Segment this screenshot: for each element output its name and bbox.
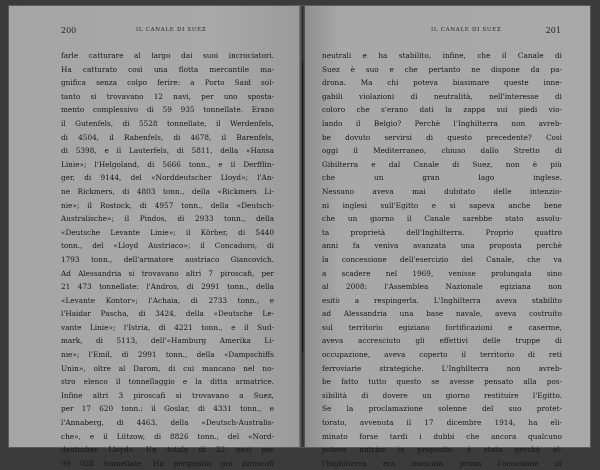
text-line: per 17 620 tonn.: il Goslar, di 4331 tonn., e [61,404,274,414]
text-line: aveva accresciuto gli effettivi delle truppe di [322,336,562,346]
text-line: minato forse tardi i dubbi che ancora qualcuno [322,431,562,441]
text-line: vante Linie»; l'Istria, di 4221 tonn., e il Sud- [61,322,274,332]
text-line: l'Haidar Pascha, di 3424, della «Deutsche Le- [61,309,274,319]
book-spread [8,5,591,468]
text-line: il Gutenfels, di 5528 tonnellate, il Werdenfels, [61,118,274,128]
text-line: occupazione, aveva coperto il territorio di reti [322,350,562,360]
text-line: ta proprietà dell'Inghilterra. Proprio quattro [322,227,562,237]
right-page-text [322,49,562,470]
text-line: stro elenco il tonnellaggio e la ditta armatrice. [61,377,274,387]
left-page [9,6,301,468]
text-line: «Deutsche Levante Linie»; il Körber, di 5440 [61,227,274,237]
text-line: esitò a respingerla. L'Inghilterra aveva stabilito [322,295,562,305]
text-line: mento complessivo di 59 935 tonnellate. Erano [61,105,274,115]
text-line: Ha catturato così una flotta mercantile ma- [61,64,274,74]
text-line: gnifica senza colpo ferire: a Porto Said sol- [61,78,274,88]
text-line: neutrali e ha stabilito, infine, che il Canale di [322,51,562,60]
text-line: che un giorno il Canale sarebbe stato assolu- [322,214,562,224]
text-line: lando il Belgio? Perchè l'Inghilterra non avreb- [322,118,562,128]
text-line: ne Rickmers, di 4803 tonn., della «Rickmers Li- [61,186,274,196]
text-line: sibilità di dovere un giorno restituire l'Egitto. [322,390,562,400]
text-line: oggi il Mediterraneo, chiuso dallo Stretto di [322,146,562,156]
text-line: farle catturare al largo dai suoi incrociatori. [61,51,274,60]
text-line: al 2008: l'Assemblea Nazionale egiziana non [322,282,562,292]
text-line: ferroviarie strategiche. L'Inghilterra non avreb- [322,363,562,373]
text-line: coloro che s'erano dati la zappa sui piedi vio- [322,105,562,115]
text-line: che», e il Lützow, di 8826 tonn., del «Nord- [61,431,274,441]
left-running-title: IL CANALE DI SUEZ [136,27,207,33]
text-line: anni fa veniva avanzata una proposta perchè [322,241,562,251]
text-line: di 4504, il Rabenfels, di 4678, il Barenfels, [61,132,274,142]
text-line: la concessione dell'esercizio del Canale, che va [322,254,562,264]
text-line: poteva nutrire in proposito, è stato perchè al- [322,445,562,455]
text-line: torato, avvenuta il 17 dicembre 1914, ha eli- [322,418,562,428]
text-line: gabili violazioni di neutralità, nell'interesse di [322,91,562,101]
left-page-text [61,49,274,470]
text-line: be dovuto servirsi di questo precedente? Così [322,132,562,142]
text-line: nie»; l'Emil, di 2991 tonn., della «Dampschiffs [61,350,274,360]
text-line: mark, di 5113, dell'«Hamburg Amerika Li- [61,336,274,346]
text-line: Linie»; l'Helgoland, di 5666 tonn., e il Derfflin- [61,159,274,169]
text-line: Gibilterra e dal Canale di Suez, non è più [322,159,562,169]
text-line: Nessuno aveva mai dubitato delle intenzio- [322,186,562,196]
text-line: Suez è suo e che pertanto ne dispone da pa- [322,64,562,74]
page-fold-line [302,62,303,352]
text-line: 99 028 tonnellate. Ha perquisito poi piroscafi [61,458,274,468]
text-line: Unin», oltre al Darom, di cui mancano nel no- [61,363,274,373]
text-line: tonn., del «Lloyd Austriaco»; il Concadoro, di [61,241,274,251]
text-line: l'Inghilterra era mancata prima l'occasione di [322,458,562,468]
text-line: Ad Alessandria si trovavano altri 7 piroscafi, per [61,268,274,278]
text-line: ger, di 9144, del «Norddeutscher Lloyd»; l'An- [61,173,274,183]
text-line: be fatto tutto questo se avesse pensato alla pos- [322,377,562,387]
text-line: tanto si trovavano 12 navi, per uno sposta- [61,91,274,101]
text-line: drona. Ma chi poteva biasimare queste inne- [322,78,562,88]
text-line: di 5398, e il Lauterfels, di 5811, della «Hansa [61,146,274,156]
text-line: sul territorio egiziano fortificazioni e caserme, [322,322,562,332]
right-page [305,6,590,468]
right-running-title: IL CANALE DI SUEZ [431,27,502,33]
text-line: «Levante Kontor»; l'Achaia, di 2733 tonn., e [61,295,274,305]
text-line: l'Annaberg, di 4463, della «Deutsch-Australis- [61,418,274,428]
text-line: Se la proclamazione solenne del suo protet- [322,404,562,414]
text-line: Infine altri 3 piroscafi si trovavano a Suez, [61,390,274,400]
right-page-number: 201 [545,26,561,35]
text-line: a scadere nel 1969, venisse prolungata sino [322,268,562,278]
text-line: deutscher Lloyd». Un totale di 22 navi per [61,445,274,455]
left-page-number: 200 [61,26,77,35]
text-line: nie»; il Rostock, di 4957 tonn., della «Deutsch- [61,200,274,210]
text-line: ad Alessandria una base navale, aveva costruito [322,309,562,319]
text-line: 21 473 tonnellate: l'Andros, di 2991 tonn., della [61,282,274,292]
text-line: 1793 tonn., dell'armatore austriaco Giancovich. [61,254,274,264]
text-line: Australische»; il Pindos, di 2933 tonn., della [61,214,274,224]
text-line: che un gran lago inglese. [322,173,562,183]
text-line: ni inglesi sull'Egitto e si sapeva anche bene [322,200,562,210]
